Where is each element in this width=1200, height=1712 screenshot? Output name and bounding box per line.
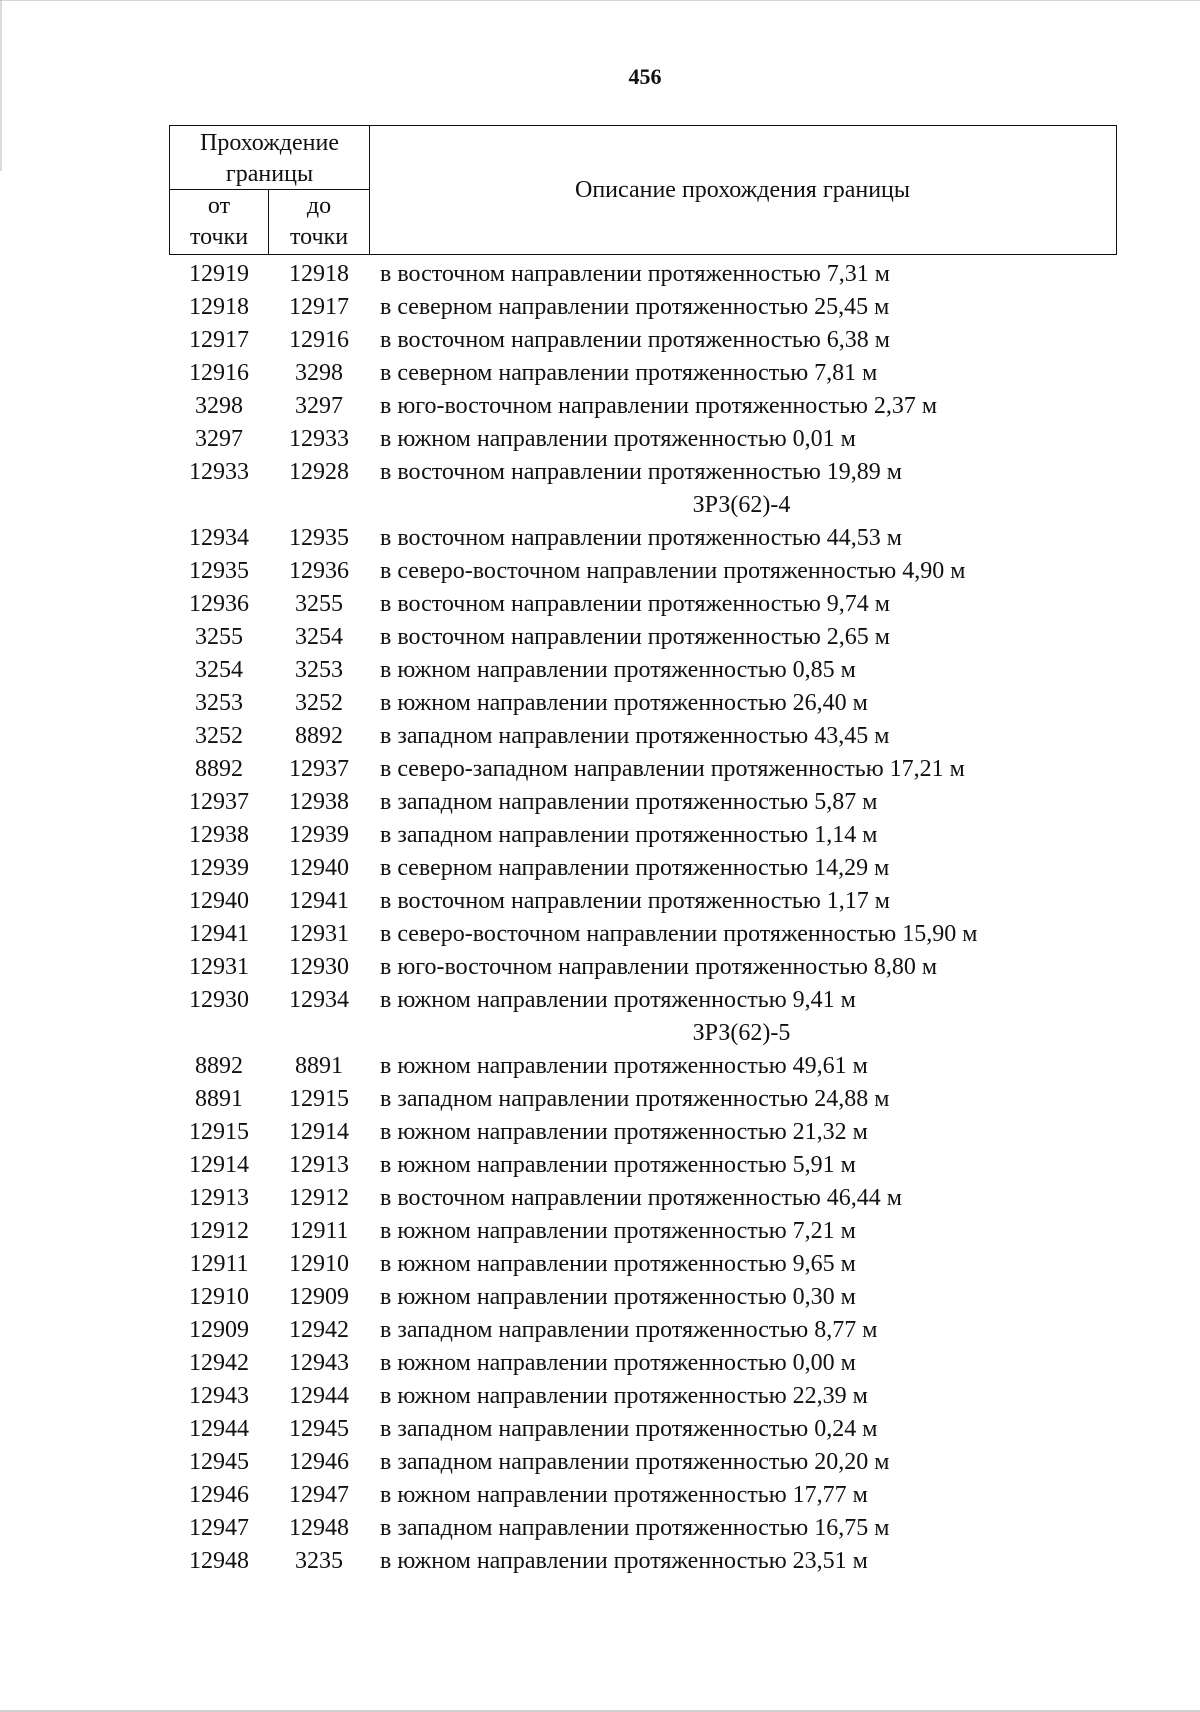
from-point-cell: 12915 (189, 1119, 249, 1145)
to-point-cell: 3298 (295, 360, 343, 386)
table-row (169, 753, 1129, 786)
from-point-cell: 8892 (195, 1053, 243, 1079)
from-point-cell: 3255 (195, 624, 243, 650)
description-cell: в юго-восточном направлении протяженностью 8,80 м (380, 954, 938, 980)
description-cell: в южном направлении протяженностью 22,39 м (380, 1383, 868, 1409)
table-row (169, 1413, 1129, 1446)
to-point-cell: 12918 (289, 261, 349, 287)
description-cell: в южном направлении протяженностью 0,85 м (380, 657, 856, 683)
from-point-cell: 12940 (189, 888, 249, 914)
description-cell: в южном направлении протяженностью 0,30 м (380, 1284, 856, 1310)
table-row (169, 1248, 1129, 1281)
table-header (169, 125, 1117, 255)
table-row (169, 621, 1129, 654)
table-row (169, 786, 1129, 819)
section-heading-row (169, 489, 1129, 522)
header-group-line2: границы (225, 161, 314, 187)
to-point-cell: 12948 (289, 1515, 349, 1541)
description-cell: в южном направлении протяженностью 0,01 м (380, 426, 856, 452)
description-cell: в северо-восточном направлении протяженностью 15,90 м (380, 921, 978, 947)
to-point-cell: 12939 (289, 822, 349, 848)
description-cell: в восточном направлении протяженностью 46,44 м (380, 1185, 902, 1211)
table-row (169, 258, 1129, 291)
to-point-cell: 12933 (289, 426, 349, 452)
description-cell: в южном направлении протяженностью 23,51 м (380, 1548, 868, 1574)
description-cell: в южном направлении протяженностью 17,77 м (380, 1482, 868, 1508)
header-from-line1: от (207, 193, 231, 219)
from-point-cell: 12916 (189, 360, 249, 386)
header-from-line2: точки (189, 224, 249, 250)
from-point-cell: 12930 (189, 987, 249, 1013)
to-point-cell: 12934 (289, 987, 349, 1013)
table-row (169, 654, 1129, 687)
from-point-cell: 12936 (189, 591, 249, 617)
to-point-cell: 12928 (289, 459, 349, 485)
table-row (169, 522, 1129, 555)
from-point-cell: 12937 (189, 789, 249, 815)
from-point-cell: 12941 (189, 921, 249, 947)
to-point-cell: 3254 (295, 624, 343, 650)
from-point-cell: 12945 (189, 1449, 249, 1475)
to-point-cell: 12913 (289, 1152, 349, 1178)
description-cell: в восточном направлении протяженностью 44,53 м (380, 525, 902, 551)
table-row (169, 423, 1129, 456)
from-point-cell: 12919 (189, 261, 249, 287)
description-cell: в северо-восточном направлении протяженностью 4,90 м (380, 558, 966, 584)
to-point-cell: 3255 (295, 591, 343, 617)
description-cell: в северном направлении протяженностью 25,45 м (380, 294, 890, 320)
to-point-cell: 12942 (289, 1317, 349, 1343)
from-point-cell: 12909 (189, 1317, 249, 1343)
table-row (169, 456, 1129, 489)
to-point-cell: 12910 (289, 1251, 349, 1277)
description-cell: в восточном направлении протяженностью 9,74 м (380, 591, 890, 617)
to-point-cell: 12944 (289, 1383, 349, 1409)
from-point-cell: 8891 (195, 1086, 243, 1112)
header-group-line1: Прохождение (199, 130, 339, 156)
from-point-cell: 12918 (189, 294, 249, 320)
table-row (169, 588, 1129, 621)
from-point-cell: 12910 (189, 1284, 249, 1310)
to-point-cell: 12930 (289, 954, 349, 980)
description-cell: в западном направлении протяженностью 0,24 м (380, 1416, 878, 1442)
table-row (169, 1347, 1129, 1380)
description-cell: в южном направлении протяженностью 0,00 м (380, 1350, 856, 1376)
table-row (169, 1149, 1129, 1182)
to-point-cell: 12947 (289, 1482, 349, 1508)
from-point-cell: 12939 (189, 855, 249, 881)
table-row (169, 357, 1129, 390)
table-row (169, 852, 1129, 885)
table-row (169, 1545, 1129, 1578)
table-row (169, 1281, 1129, 1314)
description-cell: в южном направлении протяженностью 9,41 м (380, 987, 856, 1013)
header-from-point (170, 190, 269, 254)
to-point-cell: 12940 (289, 855, 349, 881)
from-point-cell: 12914 (189, 1152, 249, 1178)
from-point-cell: 12938 (189, 822, 249, 848)
table-row (169, 1314, 1129, 1347)
to-point-cell: 8892 (295, 723, 343, 749)
table-body (169, 258, 1129, 1578)
description-cell: в северо-западном направлении протяженностью 17,21 м (380, 756, 965, 782)
to-point-cell: 12909 (289, 1284, 349, 1310)
table-row (169, 885, 1129, 918)
table-row (169, 291, 1129, 324)
description-cell: в южном направлении протяженностью 7,21 м (380, 1218, 856, 1244)
header-to-point (269, 190, 370, 254)
to-point-cell: 12945 (289, 1416, 349, 1442)
description-cell: в восточном направлении протяженностью 6,38 м (380, 327, 890, 353)
from-point-cell: 12948 (189, 1548, 249, 1574)
to-point-cell: 12943 (289, 1350, 349, 1376)
table-row (169, 951, 1129, 984)
header-to-line2: точки (289, 224, 349, 250)
header-to-line1: до (306, 193, 332, 219)
table-row (169, 1479, 1129, 1512)
from-point-cell: 12933 (189, 459, 249, 485)
description-cell: в юго-восточном направлении протяженностью 2,37 м (380, 393, 938, 419)
table-row (169, 1512, 1129, 1545)
from-point-cell: 12944 (189, 1416, 249, 1442)
description-cell: в западном направлении протяженностью 16,75 м (380, 1515, 890, 1541)
to-point-cell: 12936 (289, 558, 349, 584)
description-cell: в южном направлении протяженностью 5,91 м (380, 1152, 856, 1178)
to-point-cell: 12916 (289, 327, 349, 353)
from-point-cell: 3253 (195, 690, 243, 716)
from-point-cell: 3252 (195, 723, 243, 749)
from-point-cell: 3297 (195, 426, 243, 452)
to-point-cell: 12911 (289, 1218, 349, 1244)
to-point-cell: 12931 (289, 921, 349, 947)
description-cell: в северном направлении протяженностью 7,81 м (380, 360, 878, 386)
to-point-cell: 12938 (289, 789, 349, 815)
header-boundary-passage (170, 126, 370, 190)
from-point-cell: 12947 (189, 1515, 249, 1541)
scan-edge-top (0, 0, 1200, 1)
from-point-cell: 12917 (189, 327, 249, 353)
from-point-cell: 8892 (195, 756, 243, 782)
from-point-cell: 3254 (195, 657, 243, 683)
table-row (169, 687, 1129, 720)
from-point-cell: 12942 (189, 1350, 249, 1376)
header-description: Описание прохождения границы (574, 176, 910, 203)
description-cell: в восточном направлении протяженностью 1,17 м (380, 888, 890, 914)
description-cell: в южном направлении протяженностью 49,61 м (380, 1053, 868, 1079)
description-cell: в восточном направлении протяженностью 7,31 м (380, 261, 890, 287)
to-point-cell: 3235 (295, 1548, 343, 1574)
page-number: 456 (628, 64, 662, 89)
table-row (169, 918, 1129, 951)
table-row (169, 1215, 1129, 1248)
description-cell: в западном направлении протяженностью 5,87 м (380, 789, 878, 815)
from-point-cell: 12913 (189, 1185, 249, 1211)
to-point-cell: 12914 (289, 1119, 349, 1145)
description-cell: в южном направлении протяженностью 26,40 м (380, 690, 868, 716)
description-cell: в западном направлении протяженностью 8,77 м (380, 1317, 878, 1343)
to-point-cell: 12935 (289, 525, 349, 551)
description-cell: в западном направлении протяженностью 43,45 м (380, 723, 890, 749)
table-row (169, 720, 1129, 753)
from-point-cell: 12935 (189, 558, 249, 584)
description-cell: в восточном направлении протяженностью 2,65 м (380, 624, 890, 650)
from-point-cell: 3298 (195, 393, 243, 419)
table-row (169, 1380, 1129, 1413)
table-row (169, 1116, 1129, 1149)
from-point-cell: 12943 (189, 1383, 249, 1409)
table-row (169, 1050, 1129, 1083)
to-point-cell: 12941 (289, 888, 349, 914)
from-point-cell: 12946 (189, 1482, 249, 1508)
table-row (169, 390, 1129, 423)
table-row (169, 984, 1129, 1017)
description-cell: в южном направлении протяженностью 21,32 м (380, 1119, 868, 1145)
description-cell: в западном направлении протяженностью 24,88 м (380, 1086, 890, 1112)
description-cell: в западном направлении протяженностью 20,20 м (380, 1449, 890, 1475)
table-row (169, 819, 1129, 852)
to-point-cell: 8891 (295, 1053, 343, 1079)
description-cell: в восточном направлении протяженностью 19,89 м (380, 459, 902, 485)
to-point-cell: 3253 (295, 657, 343, 683)
table-row (169, 555, 1129, 588)
table-row (169, 1083, 1129, 1116)
to-point-cell: 12912 (289, 1185, 349, 1211)
from-point-cell: 12912 (189, 1218, 249, 1244)
to-point-cell: 3297 (295, 393, 343, 419)
from-point-cell: 12911 (189, 1251, 249, 1277)
to-point-cell: 12937 (289, 756, 349, 782)
to-point-cell: 3252 (295, 690, 343, 716)
table-row (169, 1446, 1129, 1479)
table-row (169, 324, 1129, 357)
section-heading-row (169, 1017, 1129, 1050)
to-point-cell: 12915 (289, 1086, 349, 1112)
table-row (169, 1182, 1129, 1215)
description-cell: в северном направлении протяженностью 14,29 м (380, 855, 890, 881)
section-label: ЗРЗ(62)-5 (692, 1020, 791, 1046)
from-point-cell: 12934 (189, 525, 249, 551)
to-point-cell: 12917 (289, 294, 349, 320)
scan-edge-left (0, 0, 2, 1712)
to-point-cell: 12946 (289, 1449, 349, 1475)
description-cell: в западном направлении протяженностью 1,14 м (380, 822, 878, 848)
description-cell: в южном направлении протяженностью 9,65 м (380, 1251, 856, 1277)
from-point-cell: 12931 (189, 954, 249, 980)
section-label: ЗРЗ(62)-4 (692, 492, 791, 518)
